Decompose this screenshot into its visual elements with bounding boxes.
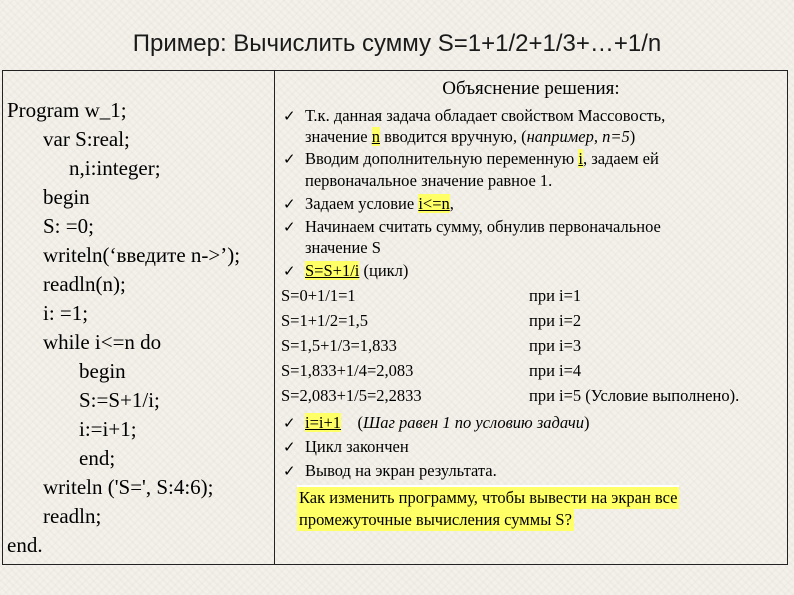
bullet-text: Вывод на экран результата.	[305, 461, 497, 480]
code-line: writeln(‘введите n->’);	[43, 243, 241, 267]
code-line: readln(n);	[43, 272, 126, 296]
checkmark-icon: ✓	[283, 414, 296, 432]
code-line: begin	[79, 359, 126, 383]
checkmark-icon: ✓	[283, 438, 296, 456]
code-line: end;	[79, 446, 116, 470]
bullet-text: Начинаем считать сумму, обнулив первоначальное	[305, 217, 661, 236]
bullet-text: Цикл закончен	[305, 437, 409, 456]
checkmark-icon: ✓	[283, 150, 296, 168]
checkmark-icon: ✓	[283, 462, 296, 480]
question-line: промежуточные вычисления суммы S?	[299, 510, 572, 529]
code-line: begin	[43, 185, 90, 209]
checkmark-icon: ✓	[283, 262, 296, 280]
code-line: i: =1;	[43, 301, 89, 325]
bullet-text: i=i+1 (Шаг равен 1 по условию задачи)	[305, 413, 590, 432]
bullet-text: Задаем условие i<=n,	[305, 194, 454, 213]
bullet-text: первоначальное значение равное 1.	[305, 171, 553, 190]
checkmark-icon: ✓	[283, 195, 296, 213]
program-code-column	[3, 71, 273, 564]
bullet-text: S=S+1/i (цикл)	[305, 261, 409, 280]
highlight-formula: S=S+1/i	[305, 261, 360, 280]
code-line: n,i:integer;	[69, 156, 161, 180]
bullet-text: Вводим дополнительную переменную i, задаем ей	[305, 149, 659, 168]
step-line: S=1+1/2=1,5 при i=2	[281, 311, 582, 330]
code-line: while i<=n do	[43, 330, 162, 354]
explanation-column	[275, 71, 787, 564]
highlight-i: i	[578, 149, 583, 168]
checkmark-icon: ✓	[283, 107, 296, 125]
code-line: S: =0;	[43, 214, 94, 238]
question-line: Как изменить программу, чтобы вывести на экран все	[297, 485, 679, 509]
code-line: S:=S+1/i;	[79, 388, 160, 412]
bullet-text: значение S	[305, 238, 381, 257]
step-line: S=1,833+1/4=2,083 при i=4	[281, 361, 582, 380]
content-table	[2, 70, 788, 565]
question-box	[297, 485, 767, 531]
slide-title: Пример: Вычислить сумму S=1+1/2+1/3+…+1/n	[132, 30, 662, 57]
checkmark-icon: ✓	[283, 218, 296, 236]
bullet-text: Т.к. данная задача обладает свойством Массовость,	[305, 106, 666, 125]
code-line: readln;	[43, 504, 102, 528]
highlight-increment: i=i+1	[305, 413, 342, 432]
highlight-condition: i<=n	[418, 194, 450, 213]
step-line: S=2,083+1/5=2,2833 при i=5 (Условие выполнено).	[281, 386, 740, 405]
code-line: writeln ('S=', S:4:6);	[43, 475, 214, 499]
bullet-text: значение n вводится вручную, (например, n=5)	[305, 127, 636, 146]
highlight-n: n	[371, 127, 380, 146]
step-line: S=0+1/1=1 при i=1	[281, 286, 582, 305]
code-line: var S:real;	[43, 127, 130, 151]
code-line: i:=i+1;	[79, 417, 137, 441]
step-line: S=1,5+1/3=1,833 при i=3	[281, 336, 582, 355]
code-line: end.	[7, 533, 43, 557]
code-line: Program w_1;	[7, 98, 127, 122]
explanation-header: Объяснение решения:	[442, 78, 620, 99]
